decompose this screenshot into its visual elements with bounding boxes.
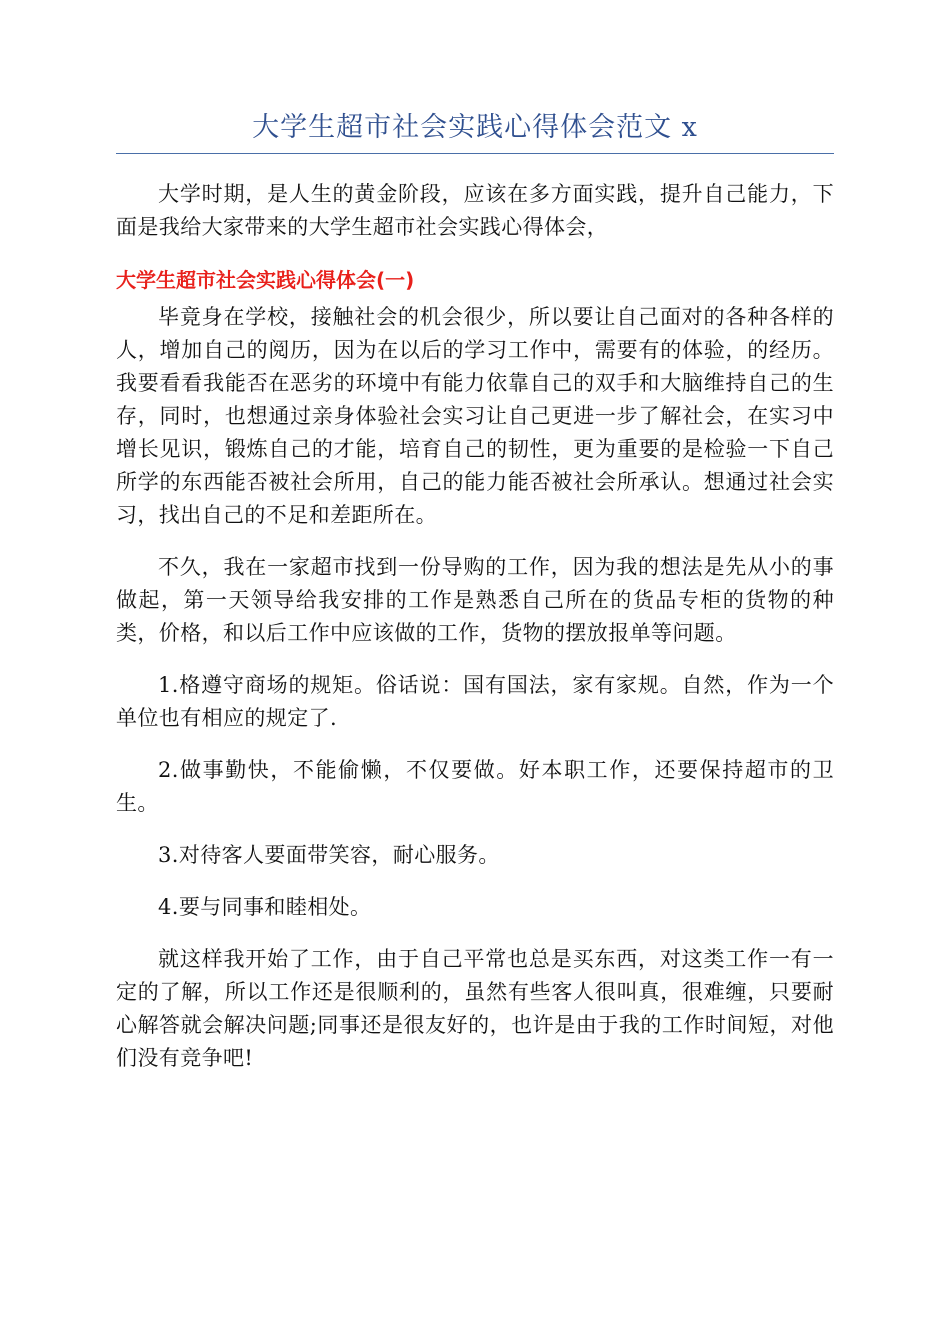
list-item-1: 1.格遵守商场的规矩。俗话说：国有国法，家有家规。自然，作为一个单位也有相应的规定了. [116,673,834,730]
title-underline [116,153,834,154]
document-title: 大学生超市社会实践心得体会范文 x [252,112,698,143]
paragraph-1: 毕竟身在学校，接触社会的机会很少，所以要让自己面对的各种各样的人，增加自己的阅历，因为在以后的学习工作中，需要有的体验，的经历。我要看看我能否在恶劣的环境中有能力依靠自己的双手和大脑维持自己的生存，同时，也想通过亲身体验社会实习让自己更进一步了解社会，在实习中增长见识，锻炼自己的才能，培育自己的韧性，更为重要的是检验一下自己所学的东西能否被社会所用，自己的能力能否被社会所承认。想通过社会实习，找出自己的不足和差距所在。 [116,305,834,527]
intro-paragraph: 大学时期，是人生的黄金阶段，应该在多方面实践，提升自己能力，下面是我给大家带来的大学生超市社会实践心得体会， [116,182,834,239]
paragraph-2: 不久，我在一家超市找到一份导购的工作，因为我的想法是先从小的事做起，第一天领导给我安排的工作是熟悉自己所在的货品专柜的货物的种类，价格，和以后工作中应该做的工作，货物的摆放报单等问题。 [116,555,834,645]
list-item-4: 4.要与同事和睦相处。 [158,895,372,919]
paragraph-3: 就这样我开始了工作，由于自己平常也总是买东西，对这类工作一有一定的了解，所以工作还是很顺利的，虽然有些客人很叫真，很难缠，只要耐心解答就会解决问题;同事还是很友好的，也许是由于我的工作时间短，对他们没有竞争吧! [116,947,834,1070]
document-body [116,178,834,1094]
list-item-3: 3.对待客人要面带笑容，耐心服务。 [158,843,500,867]
list-item-2: 2.做事勤快，不能偷懒，不仅要做。好本职工作，还要保持超市的卫生。 [116,758,834,815]
section-heading: 大学生超市社会实践心得体会(一) [116,268,415,292]
